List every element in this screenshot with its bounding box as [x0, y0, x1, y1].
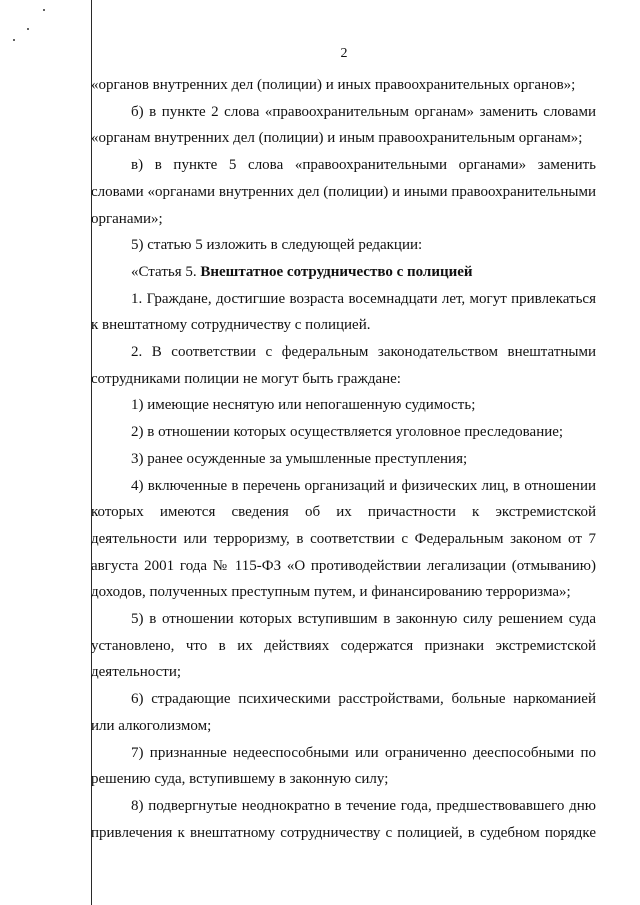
article-prefix: «Статья 5. — [131, 263, 201, 280]
list-item: 1) имеющие неснятую или непогашенную судимость; — [131, 397, 476, 414]
article-title: Внештатное сотрудничество с полицией — [200, 263, 473, 280]
paragraph: б) в пункте 2 слова «правоохранительным органам» заменить словами «органам внутренних дел (полиции) и иным правоохранительным органам»; — [91, 103, 596, 147]
list-item: 2) в отношении которых осуществляется уголовное преследование; — [131, 424, 564, 441]
list-item: 8) подвергнутые неоднократно в течение года, предшествовавшего дню привлечения к внештатному сотрудничеству с полицией, в судебном порядке — [91, 797, 596, 841]
paragraph: «органов внутренних дел (полиции) и иных правоохранительных органов»; — [91, 77, 576, 93]
list-item: 6) страдающие психическими расстройствами, больные наркоманией или алкоголизмом; — [91, 691, 596, 734]
page-number: 2 — [340, 46, 348, 61]
list-item: 5) в отношении которых вступившим в законную силу решением суда установлено, что в их действиях содержатся признаки экстремистской деятельности; — [91, 611, 596, 681]
scan-speck — [27, 28, 29, 30]
paragraph: 1. Граждане, достигшие возраста восемнадцати лет, могут привлекаться к внештатному сотрудничеству с полицией. — [91, 290, 596, 334]
scan-speck — [13, 39, 15, 41]
scan-speck — [43, 9, 45, 11]
article-heading — [91, 259, 596, 286]
document-body — [91, 72, 596, 846]
list-item: 3) ранее осужденные за умышленные преступления; — [131, 450, 468, 467]
list-item: 4) включенные в перечень организаций и физических лиц, в отношении которых имеются сведения об их причастности к экстремистской деятельности или терроризму, в соответствии с Федеральным законом от 7 августа 2001 года № 115-ФЗ «О противодействии легализации (отмыванию) доходов, полученных преступным путем, и финансированию терроризма»; — [91, 477, 596, 601]
paragraph: в) в пункте 5 слова «правоохранительными органами» заменить словами «органами внутренних дел (полиции) и иными правоохранительными органами»; — [91, 157, 596, 227]
paragraph: 2. В соответствии с федеральным законодательством внештатными сотрудниками полиции не могут быть граждане: — [91, 344, 596, 387]
list-item: 7) признанные недееспособными или ограниченно дееспособными по решению суда, вступившему в законную силу; — [91, 744, 596, 788]
paragraph: 5) статью 5 изложить в следующей редакции: — [131, 237, 423, 254]
